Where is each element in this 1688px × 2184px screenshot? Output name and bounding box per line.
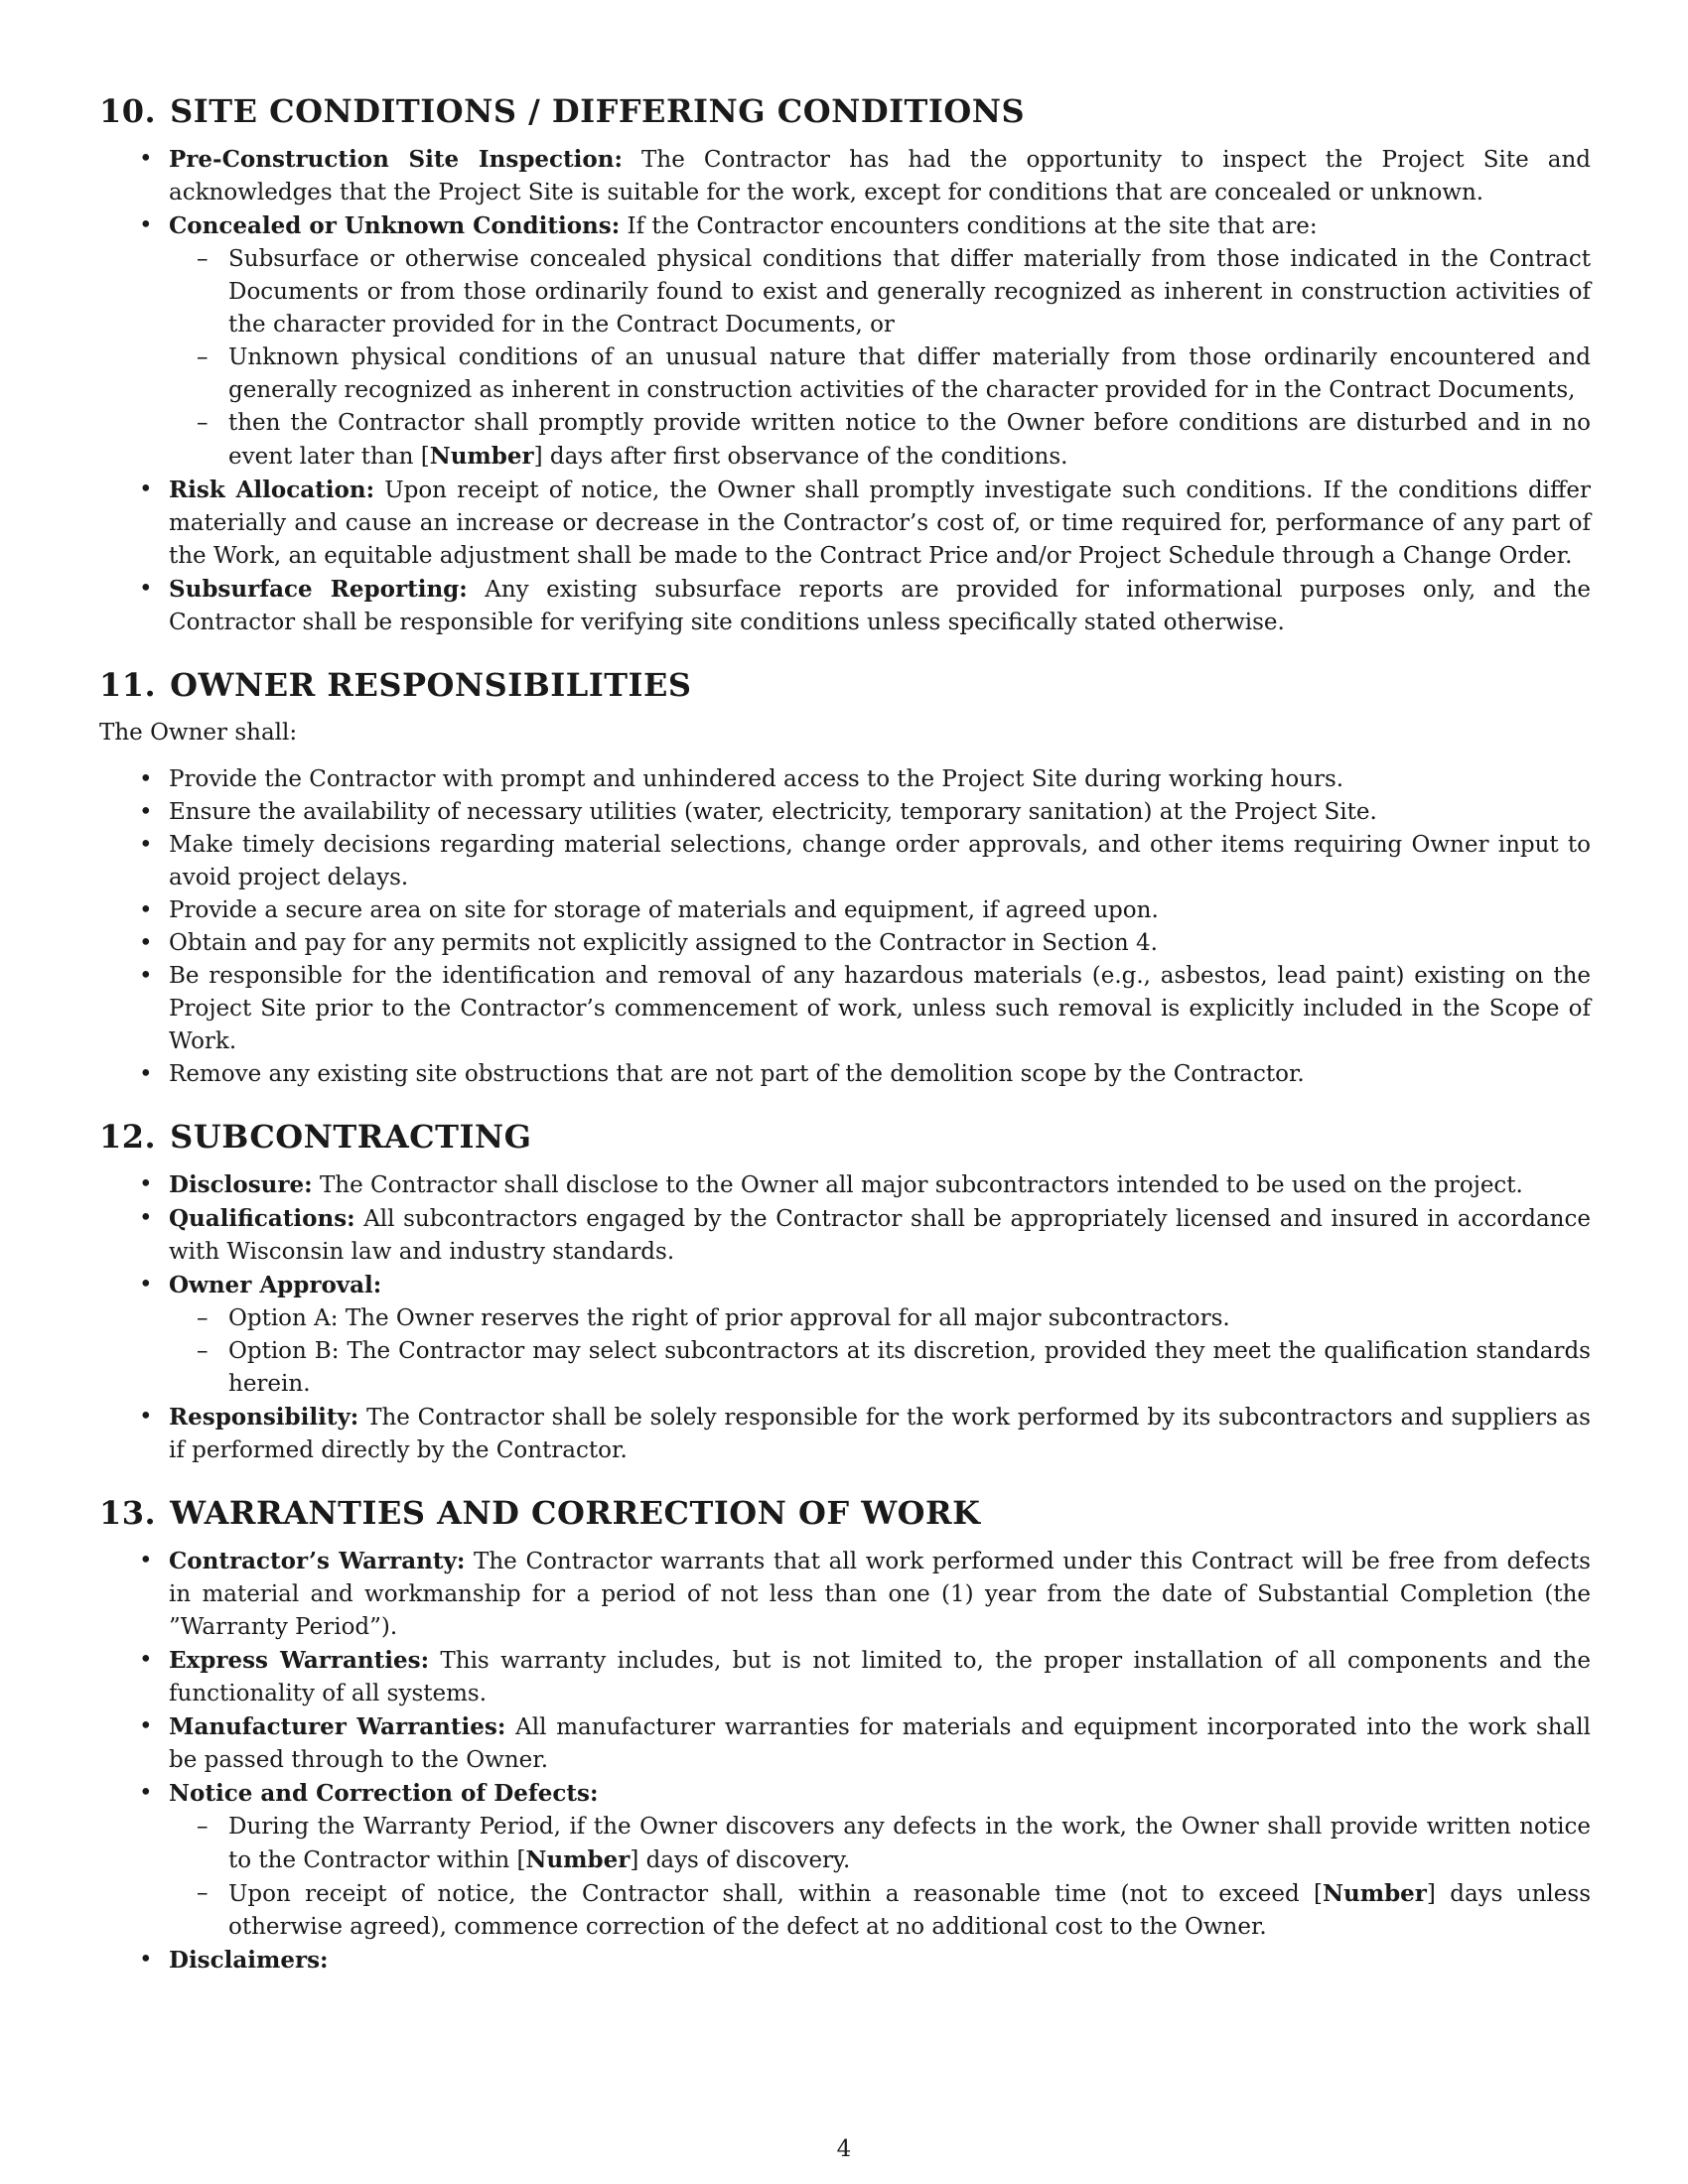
item-text: If the Contractor encounters conditions at the site that are: xyxy=(620,213,1318,239)
sections-container xyxy=(99,91,1591,1978)
section-title: WARRANTIES AND CORRECTION OF WORK xyxy=(170,1494,981,1532)
item-text: Ensure the availability of necessary utilities (water, electricity, temporary sanitation) at the Project Site. xyxy=(169,799,1377,825)
bullet-icon: • xyxy=(139,477,153,502)
bullet-item xyxy=(99,1944,1591,1978)
bullet-item xyxy=(99,474,1591,573)
placeholder-number: Number xyxy=(429,443,534,470)
sub-item-text-tail: ] days unless otherwise agreed), commence correction of the defect at no additional cost to the Owner. xyxy=(228,1881,1591,1940)
bullet-list xyxy=(99,143,1591,639)
item-lead: Subsurface Reporting: xyxy=(169,576,468,603)
bullet-item xyxy=(99,894,1591,927)
section-10 xyxy=(99,91,1591,639)
sub-list xyxy=(169,243,1591,474)
item-text: Any existing subsurface reports are provided for informational purposes only, and the Contractor shall be responsible for verifying site conditions unless specifically stated otherwise. xyxy=(169,577,1591,635)
section-number: 10. xyxy=(99,92,157,130)
bullet-icon: • xyxy=(139,832,153,858)
placeholder-number: Number xyxy=(525,1846,631,1873)
bullet-item xyxy=(99,1168,1591,1202)
dash-icon: – xyxy=(197,1880,209,1906)
bullet-icon: • xyxy=(139,1061,153,1087)
item-lead: Owner Approval: xyxy=(169,1272,382,1298)
bullet-icon: • xyxy=(139,930,153,956)
sub-item xyxy=(169,1877,1591,1944)
sub-item xyxy=(169,243,1591,341)
item-lead: Qualifications: xyxy=(169,1205,355,1232)
bullet-list xyxy=(99,1168,1591,1467)
item-lead: Contractor’s Warranty: xyxy=(169,1548,466,1574)
bullet-icon: • xyxy=(139,1780,153,1806)
placeholder-number: Number xyxy=(1323,1880,1427,1907)
sub-item-text: Subsurface or otherwise concealed physical conditions that differ materially from those indicated in the Contract Documents or from those ordinarily found to exist and generally recognized as inherent in construction activities of the character provided for in the Contract Documents, or xyxy=(228,246,1591,338)
section-title: SUBCONTRACTING xyxy=(170,1118,532,1156)
sub-item-text: Option A: The Owner reserves the right of prior approval for all major subcontractors. xyxy=(228,1305,1230,1331)
sub-item-text: Unknown physical conditions of an unusual nature that differ materially from those ordinarily encountered and generally recognized as inherent in construction activities of the character provided for in the Contract Documents, xyxy=(228,344,1591,403)
item-text: Make timely decisions regarding material selections, change order approvals, and other items requiring Owner input to avoid project delays. xyxy=(169,832,1591,890)
section-13 xyxy=(99,1493,1591,1978)
bullet-item xyxy=(99,1644,1591,1710)
sub-item xyxy=(169,1811,1591,1877)
item-text: Be responsible for the identification and removal of any hazardous materials (e.g., asbestos, lead paint) existing on the Project Site prior to the Contractor’s commencement of work, unless such removal is explicitly included in the Scope of Work. xyxy=(169,963,1591,1054)
bullet-icon: • xyxy=(139,1272,153,1297)
sub-item xyxy=(169,407,1591,474)
section-11 xyxy=(99,665,1591,1091)
sub-list xyxy=(169,1302,1591,1401)
bullet-item xyxy=(99,209,1591,474)
item-text: Provide the Contractor with prompt and unhindered access to the Project Site during working hours. xyxy=(169,766,1344,792)
item-text: The Contractor shall disclose to the Owner all major subcontractors intended to be used on the project. xyxy=(312,1172,1523,1198)
bullet-icon: • xyxy=(139,212,153,238)
bullet-icon: • xyxy=(139,1171,153,1197)
item-lead: Disclosure: xyxy=(169,1171,313,1198)
bullet-item xyxy=(99,573,1591,639)
item-text: Obtain and pay for any permits not explicitly assigned to the Contractor in Section 4. xyxy=(169,930,1158,956)
bullet-item xyxy=(99,763,1591,796)
section-heading xyxy=(99,1117,1591,1157)
bullet-item xyxy=(99,829,1591,894)
item-lead: Manufacturer Warranties: xyxy=(169,1713,506,1740)
dash-icon: – xyxy=(197,246,209,272)
bullet-item xyxy=(99,1058,1591,1091)
item-lead: Notice and Correction of Defects: xyxy=(169,1780,599,1807)
bullet-list xyxy=(99,763,1591,1091)
bullet-icon: • xyxy=(139,1947,153,1973)
bullet-icon: • xyxy=(139,146,153,172)
sub-item xyxy=(169,1335,1591,1401)
item-text: This warranty includes, but is not limited to, the proper installation of all components and the functionality of all systems. xyxy=(169,1648,1591,1706)
sub-item xyxy=(169,341,1591,407)
section-heading xyxy=(99,1493,1591,1533)
sub-list xyxy=(169,1811,1591,1944)
item-text: All manufacturer warranties for materials and equipment incorporated into the work shall be passed through to the Owner. xyxy=(169,1714,1592,1773)
bullet-item xyxy=(99,1269,1591,1401)
bullet-item xyxy=(99,1401,1591,1467)
bullet-icon: • xyxy=(139,766,153,792)
item-text: The Contractor warrants that all work performed under this Contract will be free from defects in material and workmanship for a period of not less than one (1) year from the date of Substantial Completion (the ”Warranty Period”). xyxy=(169,1549,1591,1640)
item-lead: Pre-Construction Site Inspection: xyxy=(169,146,623,173)
bullet-icon: • xyxy=(139,576,153,602)
bullet-item xyxy=(99,1202,1591,1269)
bullet-item xyxy=(99,1710,1591,1777)
dash-icon: – xyxy=(197,1338,209,1364)
bullet-icon: • xyxy=(139,1548,153,1573)
sub-item-text-tail: ] days of discovery. xyxy=(630,1847,851,1873)
bullet-icon: • xyxy=(139,1647,153,1673)
section-heading xyxy=(99,91,1591,131)
bullet-icon: • xyxy=(139,897,153,923)
bullet-icon: • xyxy=(139,1713,153,1739)
bullet-item xyxy=(99,960,1591,1058)
section-heading xyxy=(99,665,1591,705)
bullet-item xyxy=(99,927,1591,960)
dash-icon: – xyxy=(197,1305,209,1331)
section-number: 11. xyxy=(99,666,157,704)
sub-item-text: During the Warranty Period, if the Owner discovers any defects in the work, the Owner shall provide written notice to the Contractor within [ xyxy=(228,1814,1591,1873)
item-lead: Disclaimers: xyxy=(169,1947,329,1974)
page-number: 4 xyxy=(836,2136,852,2162)
item-text: The Contractor shall be solely responsible for the work performed by its subcontractors and suppliers as if performed directly by the Contractor. xyxy=(169,1405,1591,1463)
dash-icon: – xyxy=(197,1814,209,1840)
section-title: SITE CONDITIONS / DIFFERING CONDITIONS xyxy=(170,92,1026,130)
item-lead: Express Warranties: xyxy=(169,1647,430,1674)
section-12 xyxy=(99,1117,1591,1467)
bullet-icon: • xyxy=(139,799,153,825)
section-number: 13. xyxy=(99,1494,157,1532)
sub-item-text: then the Contractor shall promptly provide written notice to the Owner before conditions are disturbed and in no event later than [ xyxy=(228,410,1591,470)
section-intro: The Owner shall: xyxy=(99,720,298,746)
item-lead: Concealed or Unknown Conditions: xyxy=(169,212,621,239)
bullet-icon: • xyxy=(139,963,153,989)
bullet-item xyxy=(99,143,1591,209)
bullet-item xyxy=(99,1777,1591,1944)
item-text: Remove any existing site obstructions that are not part of the demolition scope by the Contractor. xyxy=(169,1061,1305,1087)
sub-item xyxy=(169,1302,1591,1335)
document-page xyxy=(99,91,1591,2003)
sub-item-text-tail: ] days after first observance of the conditions. xyxy=(533,444,1068,470)
dash-icon: – xyxy=(197,344,209,370)
item-lead: Risk Allocation: xyxy=(169,477,375,503)
bullet-icon: • xyxy=(139,1404,153,1430)
bullet-item xyxy=(99,1545,1591,1644)
item-text: The Contractor has had the opportunity to inspect the Project Site and acknowledges that the Project Site is suitable for the work, except for conditions that are concealed or unknown. xyxy=(169,147,1591,205)
section-title: OWNER RESPONSIBILITIES xyxy=(170,666,692,704)
item-text: Upon receipt of notice, the Owner shall promptly investigate such conditions. If the conditions differ materially and cause an increase or decrease in the Contractor’s cost of, or time required for, performance of any part of the Work, an equitable adjustment shall be made to the Contract Price and/or Project Schedule through a Change Order. xyxy=(169,478,1591,569)
bullet-list xyxy=(99,1545,1591,1978)
sub-item-text: Option B: The Contractor may select subcontractors at its discretion, provided they meet the qualification standards herein. xyxy=(228,1338,1591,1397)
item-text: Provide a secure area on site for storage of materials and equipment, if agreed upon. xyxy=(169,897,1159,923)
dash-icon: – xyxy=(197,410,209,436)
item-lead: Responsibility: xyxy=(169,1404,359,1431)
bullet-icon: • xyxy=(139,1205,153,1231)
section-number: 12. xyxy=(99,1118,157,1156)
item-text: All subcontractors engaged by the Contractor shall be appropriately licensed and insured in accordance with Wisconsin law and industry standards. xyxy=(169,1206,1591,1265)
bullet-item xyxy=(99,796,1591,829)
sub-item-text: Upon receipt of notice, the Contractor shall, within a reasonable time (not to exceed [ xyxy=(228,1881,1323,1907)
